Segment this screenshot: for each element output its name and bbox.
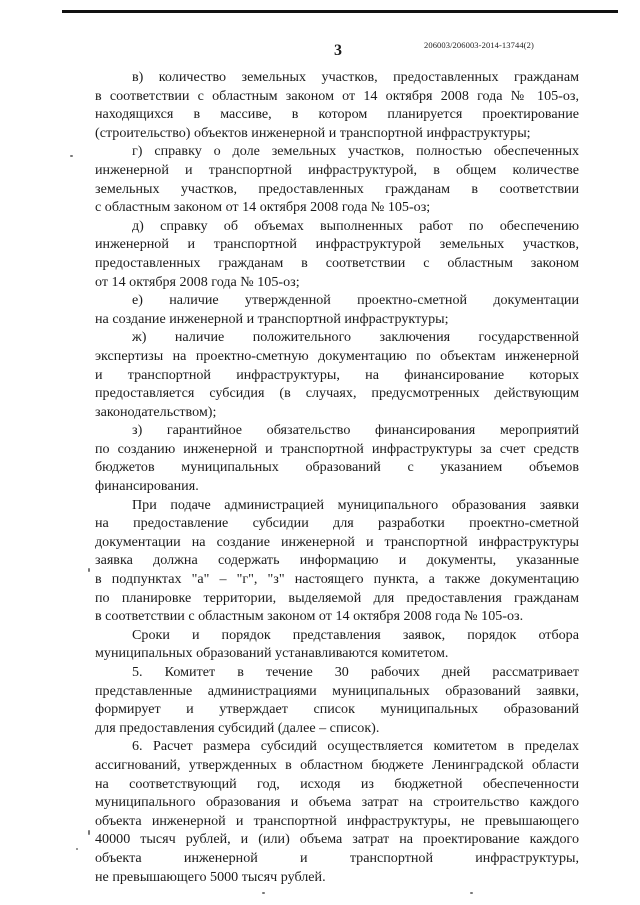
text-line: для предоставления субсидий (далее – список). — [95, 719, 380, 736]
paragraph-point-6 — [95, 737, 579, 886]
scan-speck — [262, 892, 265, 894]
paragraph-item-d — [95, 217, 579, 291]
text-line: документации на создание инженерной и транспортной инфраструктуры — [95, 533, 579, 550]
text-line: инженерной и транспортной инфраструктурой, в общем количестве — [95, 161, 579, 178]
paragraph-point-5 — [95, 663, 579, 737]
text-line: законодательством); — [95, 403, 217, 420]
text-line: в подпунктах "а" – "г", "з" настоящего пункта, а также документацию — [95, 571, 579, 588]
text-line: по планировке территории, выделяемой для предоставления гражданам — [95, 589, 579, 606]
text-line: При подаче администрацией муниципального образования заявки — [132, 496, 579, 513]
paragraph-item-e — [95, 291, 579, 328]
top-border-line — [62, 10, 618, 13]
scan-speck — [470, 892, 473, 894]
text-line: финансирования. — [95, 478, 199, 495]
text-line: в соответствии с областным законом от 14 октября 2008 года № 105-оз, — [95, 87, 579, 104]
text-line: и транспортной инфраструктуры, на финансирование которых — [95, 366, 579, 383]
text-line: земельных участков, предоставленных гражданам в соответствии — [95, 180, 579, 197]
scan-speck — [88, 568, 90, 572]
text-line: находящихся в массиве, в котором планируется проектирование — [95, 106, 579, 123]
text-line: объекта инженерной и транспортной инфраструктуры, не превышающего — [95, 812, 579, 829]
paragraph-item-zh — [95, 328, 579, 421]
scan-speck — [76, 848, 78, 850]
paragraph-para-podacha — [95, 496, 579, 626]
text-line: д) справку об объемах выполненных работ по обеспечению — [132, 217, 579, 234]
text-line: заявка должна содержать информацию и документы, указанные — [95, 552, 579, 569]
text-line: предоставленных гражданам в соответствии с областным законом — [95, 254, 579, 271]
paragraph-item-g — [95, 142, 579, 216]
scan-speck — [88, 830, 90, 835]
text-line: по созданию инженерной и транспортной инфраструктуры за счет средств — [95, 440, 579, 457]
text-line: с областным законом от 14 октября 2008 года № 105-оз; — [95, 199, 431, 216]
scan-speck — [70, 155, 73, 157]
text-line: в соответствии с областным законом от 14 октября 2008 года № 105-оз. — [95, 608, 524, 625]
text-line: г) справку о доле земельных участков, полностью обеспеченных — [132, 143, 579, 160]
text-line: представленные администрациями муниципальных образований заявки, — [95, 682, 579, 699]
text-line: е) наличие утвержденной проектно-сметной документации — [132, 292, 579, 309]
text-line: на предоставление субсидии для разработки проектно-сметной — [95, 515, 579, 532]
text-line: ж) наличие положительного заключения государственной — [132, 329, 579, 346]
text-line: на соответствующий год, исходя из бюджетной обеспеченности — [95, 775, 579, 792]
text-line: бюджетов муниципальных образований с указанием объемов — [95, 459, 579, 476]
text-line: 40000 тысяч рублей, и (или) объема затрат на проектирование каждого — [95, 831, 579, 848]
text-line: в) количество земельных участков, предоставленных гражданам — [132, 69, 579, 85]
text-line: на создание инженерной и транспортной инфраструктуры; — [95, 310, 449, 327]
text-line: ассигнований, утвержденных в областном бюджете Ленинградской области — [95, 756, 579, 773]
text-line: инженерной и транспортной инфраструктурой земельных участков, — [95, 236, 579, 253]
text-line: 6. Расчет размера субсидий осуществляется комитетом в пределах — [132, 738, 579, 755]
text-line: экспертизы на проектно-сметную документацию по объектам инженерной — [95, 347, 579, 364]
page-number: 3 — [334, 42, 342, 59]
text-line: от 14 октября 2008 года № 105-оз; — [95, 273, 300, 290]
text-line: муниципального образования и объема затрат на строительство каждого — [95, 794, 579, 811]
text-line: формирует и утверждает список муниципальных образований — [95, 701, 579, 718]
text-line: Сроки и порядок представления заявок, порядок отбора — [132, 626, 579, 643]
paragraph-para-sroki — [95, 626, 579, 663]
text-line: объекта инженерной и транспортной инфраструктуры, — [95, 849, 579, 866]
text-line: (строительство) объектов инженерной и транспортной инфраструктуры; — [95, 124, 531, 141]
text-line: 5. Комитет в течение 30 рабочих дней рассматривает — [132, 664, 579, 680]
document-body — [95, 68, 579, 886]
text-line: предоставляется субсидия (в случаях, предусмотренных действующим — [95, 385, 579, 402]
text-line: муниципальных образований устанавливаются комитетом. — [95, 645, 449, 662]
text-line: з) гарантийное обязательство финансирования мероприятий — [132, 422, 579, 439]
text-line: не превышающего 5000 тысяч рублей. — [95, 868, 326, 885]
paragraph-item-z — [95, 421, 579, 495]
document-code: 206003/206003-2014-13744(2) — [424, 40, 534, 50]
paragraph-item-v — [95, 68, 579, 142]
